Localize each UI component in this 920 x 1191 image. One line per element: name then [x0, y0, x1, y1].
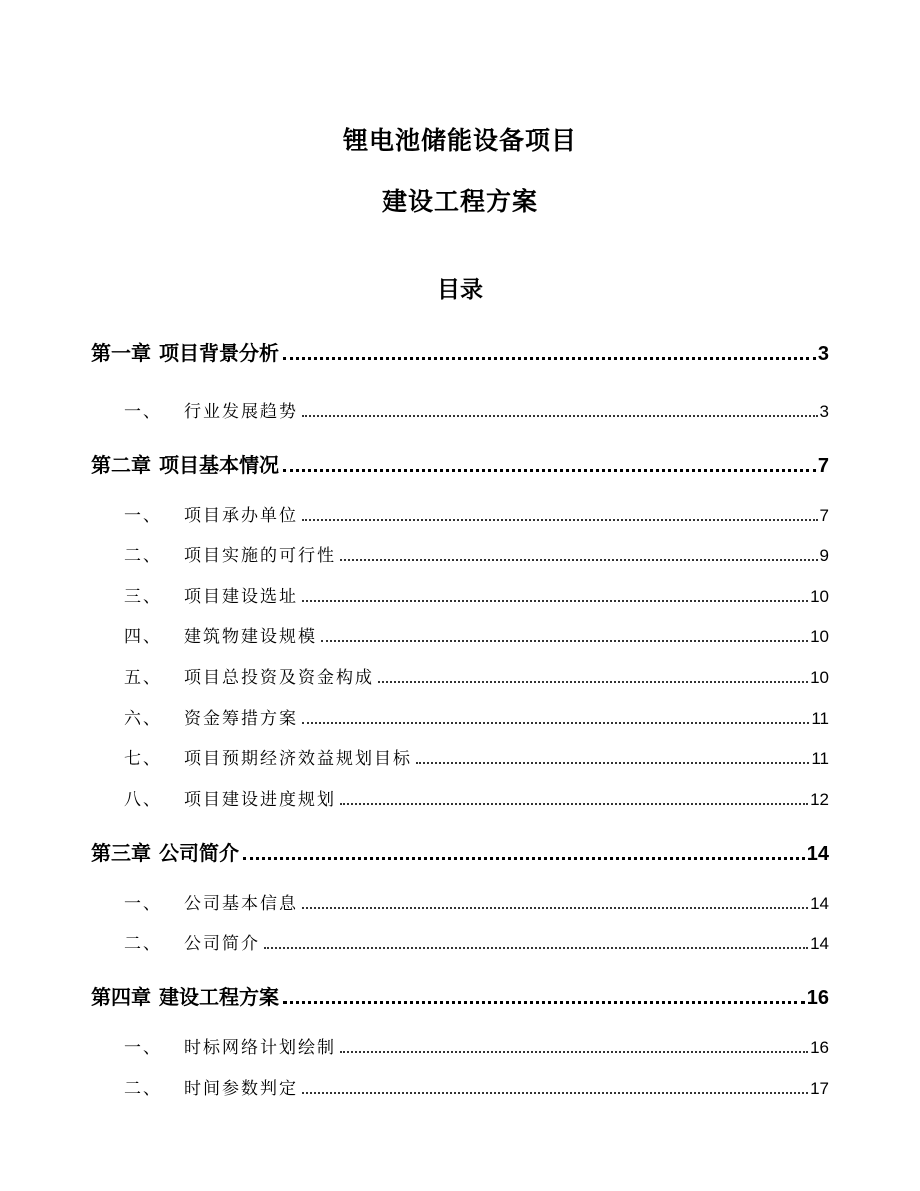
- toc-section-3-2[interactable]: [124, 929, 829, 954]
- toc-entry-title: 行业发展趋势: [184, 402, 298, 422]
- toc-section-2-1[interactable]: [124, 501, 829, 526]
- toc-entry-number: 一、: [124, 402, 162, 422]
- toc-dot-leader: [264, 943, 808, 949]
- toc-entry-page: 14: [810, 934, 829, 953]
- toc-entry-page: 10: [810, 587, 829, 606]
- toc-entry-number: 六、: [124, 709, 162, 729]
- toc-entry-number: 一、: [124, 894, 162, 914]
- toc-entry-page: 11: [811, 709, 829, 728]
- toc-entry-page: 10: [810, 668, 829, 687]
- toc-section-2-6[interactable]: [124, 704, 829, 729]
- toc-dot-leader: [321, 636, 808, 642]
- toc-dot-leader: [283, 353, 816, 360]
- toc-dot-leader: [416, 758, 809, 764]
- toc-entry-title: 项目承办单位: [184, 506, 298, 526]
- toc-entry-title: 项目背景分析: [159, 341, 279, 365]
- toc-entry-title: 时间参数判定: [184, 1079, 298, 1099]
- toc-section-2-2[interactable]: [124, 541, 829, 566]
- toc-entry-page: 9: [819, 546, 829, 565]
- toc-chapter-1[interactable]: [91, 337, 829, 366]
- toc-entry-page: 16: [810, 1038, 829, 1057]
- toc-entry-number: 一、: [124, 506, 162, 526]
- toc-entry-page: 7: [819, 506, 829, 525]
- toc-dot-leader: [340, 1047, 808, 1053]
- toc-dot-leader: [302, 718, 809, 724]
- toc-section-2-7[interactable]: [124, 744, 829, 769]
- toc-entry-page: 14: [806, 843, 829, 865]
- toc-entry-title: 建筑物建设规模: [184, 627, 317, 647]
- toc-dot-leader: [243, 853, 805, 860]
- toc-dot-leader: [302, 903, 808, 909]
- toc-entry-title: 项目建设选址: [184, 587, 298, 607]
- toc-chapter-2[interactable]: [91, 449, 829, 478]
- toc-dot-leader: [340, 555, 818, 561]
- toc-dot-leader: [302, 515, 818, 521]
- toc-entry-page: 17: [810, 1079, 829, 1098]
- toc-entry-title: 建设工程方案: [159, 985, 279, 1009]
- toc-entry-number: 三、: [124, 587, 162, 607]
- toc-heading: 目录: [437, 277, 483, 303]
- toc-entry-page: 3: [817, 343, 829, 365]
- toc-entry-number: 第一章: [91, 341, 151, 365]
- toc-dot-leader: [302, 411, 818, 417]
- toc-section-2-4[interactable]: [124, 622, 829, 647]
- toc-entry-title: 资金筹措方案: [184, 709, 298, 729]
- toc-section-2-3[interactable]: [124, 582, 829, 607]
- toc-section-2-8[interactable]: [124, 785, 829, 810]
- toc-section-4-1[interactable]: [124, 1033, 829, 1058]
- toc-entry-number: 二、: [124, 934, 162, 954]
- toc-entry-title: 公司简介: [184, 934, 260, 954]
- toc-dot-leader: [283, 465, 816, 472]
- toc-entry-page: 14: [810, 894, 829, 913]
- toc-entry-number: 二、: [124, 546, 162, 566]
- toc-entry-title: 项目建设进度规划: [184, 790, 336, 810]
- toc-entry-number: 四、: [124, 627, 162, 647]
- toc-entry-title: 项目基本情况: [159, 453, 279, 477]
- toc-section-4-2[interactable]: [124, 1074, 829, 1099]
- toc-entry-number: 七、: [124, 749, 162, 769]
- toc-entry-title: 项目预期经济效益规划目标: [184, 749, 412, 769]
- toc-chapter-3[interactable]: [91, 837, 829, 866]
- toc-dot-leader: [283, 997, 805, 1004]
- toc-entry-page: 10: [810, 627, 829, 646]
- toc-dot-leader: [340, 799, 808, 805]
- toc-dot-leader: [302, 1088, 808, 1094]
- toc-entry-number: 五、: [124, 668, 162, 688]
- toc-entry-title: 时标网络计划绘制: [184, 1038, 336, 1058]
- toc-entry-page: 7: [817, 455, 829, 477]
- toc-dot-leader: [378, 677, 808, 683]
- toc-section-2-5[interactable]: [124, 663, 829, 688]
- toc-entry-page: 16: [806, 987, 829, 1009]
- toc-entry-title: 公司基本信息: [184, 894, 298, 914]
- toc-section-3-1[interactable]: [124, 889, 829, 914]
- toc-dot-leader: [302, 596, 808, 602]
- toc-entry-page: 11: [811, 749, 829, 768]
- toc-entry-title: 项目实施的可行性: [184, 546, 336, 566]
- toc-entry-number: 第三章: [91, 841, 151, 865]
- toc-chapter-4[interactable]: [91, 981, 829, 1010]
- toc-entry-title: 项目总投资及资金构成: [184, 668, 374, 688]
- toc-entry-title: 公司简介: [159, 841, 239, 865]
- toc-entry-page: 3: [819, 402, 829, 421]
- toc-entry-number: 八、: [124, 790, 162, 810]
- toc-entry-number: 一、: [124, 1038, 162, 1058]
- toc-entry-number: 第四章: [91, 985, 151, 1009]
- toc-entry-number: 第二章: [91, 453, 151, 477]
- document-title-line-1: 锂电池储能设备项目: [342, 126, 577, 155]
- toc-section-1-1[interactable]: [124, 397, 829, 422]
- toc-entry-page: 12: [810, 790, 829, 809]
- toc-entry-number: 二、: [124, 1079, 162, 1099]
- document-title-line-2: 建设工程方案: [381, 187, 538, 216]
